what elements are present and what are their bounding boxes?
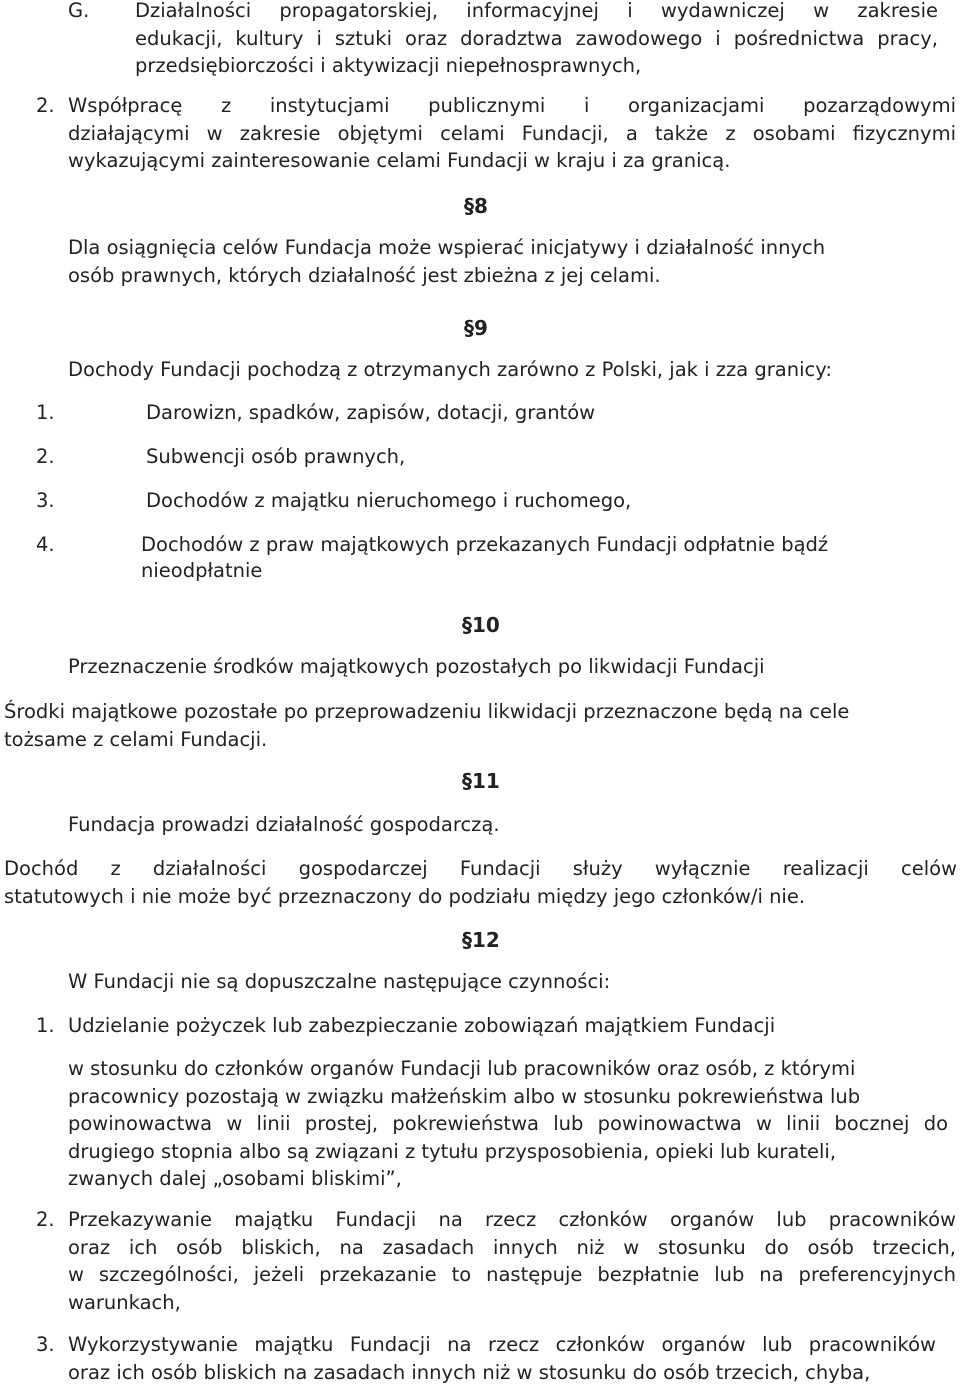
list-marker: 1. [36, 1013, 55, 1039]
paragraph [4, 855, 957, 910]
list-item-text [68, 1055, 948, 1193]
section-title: Fundacja prowadzi działalność gospodarczą. [68, 812, 500, 838]
paragraph-line: w stosunku do członków organów Fundacji lub pracowników oraz osób, z którymi [68, 1055, 948, 1083]
list-item-text: Darowizn, spadków, zapisów, dotacji, grantów [146, 400, 595, 426]
paragraph-line: warunkach, [68, 1289, 956, 1317]
list-marker: 4. [36, 532, 55, 558]
paragraph-line: edukacji, kultury i sztuki oraz doradztwa zawodowego i pośrednictwa pracy, [135, 25, 938, 53]
list-item-text: Dochodów z majątku nieruchomego i ruchomego, [146, 488, 631, 514]
section-heading: §12 [462, 927, 500, 953]
paragraph-line: tożsame z celami Fundacji. [4, 726, 954, 754]
paragraph-line: Dochody Fundacji pochodzą z otrzymanych zarówno z Polski, jak i zza granicy: [68, 357, 832, 383]
list-marker: 3. [36, 488, 55, 514]
paragraph [68, 234, 948, 289]
paragraph-line: Dochód z działalności gospodarczej Fundacji służy wyłącznie realizacji celów [4, 855, 957, 883]
list-marker: 2. [36, 444, 55, 470]
paragraph [4, 698, 954, 753]
paragraph-line: statutowych i nie może być przeznaczony do podziału między jego członków/i nie. [4, 883, 957, 911]
paragraph-line: działającymi w zakresie objętymi celami Fundacji, a także z osobami fizycznymi [68, 120, 956, 148]
paragraph-line: Działalności propagatorskiej, informacyjnej i wydawniczej w zakresie [135, 0, 938, 25]
list-item-text [68, 92, 956, 175]
paragraph-line: zwanych dalej „osobami bliskimi”, [68, 1165, 948, 1193]
paragraph-line: Dla osiągnięcia celów Fundacja może wspierać inicjatywy i działalność innych [68, 234, 948, 262]
list-marker: 2. [36, 1207, 55, 1233]
section-heading: §8 [464, 193, 488, 219]
paragraph-line: przedsiębiorczości i aktywizacji niepełnosprawnych, [135, 52, 938, 80]
section-heading: §11 [462, 768, 500, 794]
paragraph-line: oraz ich osób bliskich, na zasadach innych niż w stosunku do osób trzecich, [68, 1234, 956, 1262]
paragraph-line: wykazującymi zainteresowanie celami Fundacji w kraju i za granicą. [68, 147, 956, 175]
paragraph-line: oraz ich osób bliskich na zasadach innych niż w stosunku do osób trzecich, chyba, [68, 1359, 936, 1386]
section-title: Przeznaczenie środków majątkowych pozostałych po likwidacji Fundacji [68, 654, 765, 680]
paragraph-line: Przekazywanie majątku Fundacji na rzecz członków organów lub pracowników [68, 1206, 956, 1234]
section-heading: §10 [462, 612, 500, 638]
paragraph-line: Wykorzystywanie majątku Fundacji na rzecz członków organów lub pracowników [68, 1331, 936, 1359]
list-item-text: Subwencji osób prawnych, [146, 444, 405, 470]
paragraph-line: w szczególności, jeżeli przekazanie to następuje bezpłatnie lub na preferencyjnych [68, 1261, 956, 1289]
section-heading: §9 [464, 315, 488, 341]
paragraph-line: W Fundacji nie są dopuszczalne następujące czynności: [68, 969, 610, 995]
list-item-text [68, 1206, 956, 1316]
paragraph-line: pracownicy pozostają w związku małżeńskim albo w stosunku pokrewieństwa lub [68, 1083, 948, 1111]
paragraph-line: osób prawnych, których działalność jest zbieżna z jej celami. [68, 262, 948, 290]
list-marker: 3. [36, 1332, 55, 1358]
list-marker: 2. [36, 93, 55, 119]
list-item-text: Dochodów z praw majątkowych przekazanych Fundacji odpłatnie bądź [141, 532, 828, 558]
paragraph-line: powinowactwa w linii prostej, pokrewieństwa lub powinowactwa w linii bocznej do [68, 1110, 948, 1138]
list-item-text [135, 0, 938, 80]
paragraph-line: Współpracę z instytucjami publicznymi i organizacjami pozarządowymi [68, 92, 956, 120]
paragraph-line: Środki majątkowe pozostałe po przeprowadzeniu likwidacji przeznaczone będą na cele [4, 698, 954, 726]
list-marker: G. [68, 0, 89, 24]
list-item-text: Udzielanie pożyczek lub zabezpieczanie zobowiązań majątkiem Fundacji [68, 1013, 775, 1039]
list-marker: 1. [36, 400, 55, 426]
list-item-text: nieodpłatnie [141, 558, 262, 584]
paragraph-line: drugiego stopnia albo są związani z tytułu przysposobienia, opieki lub kurateli, [68, 1138, 948, 1166]
list-item-text [68, 1331, 936, 1386]
